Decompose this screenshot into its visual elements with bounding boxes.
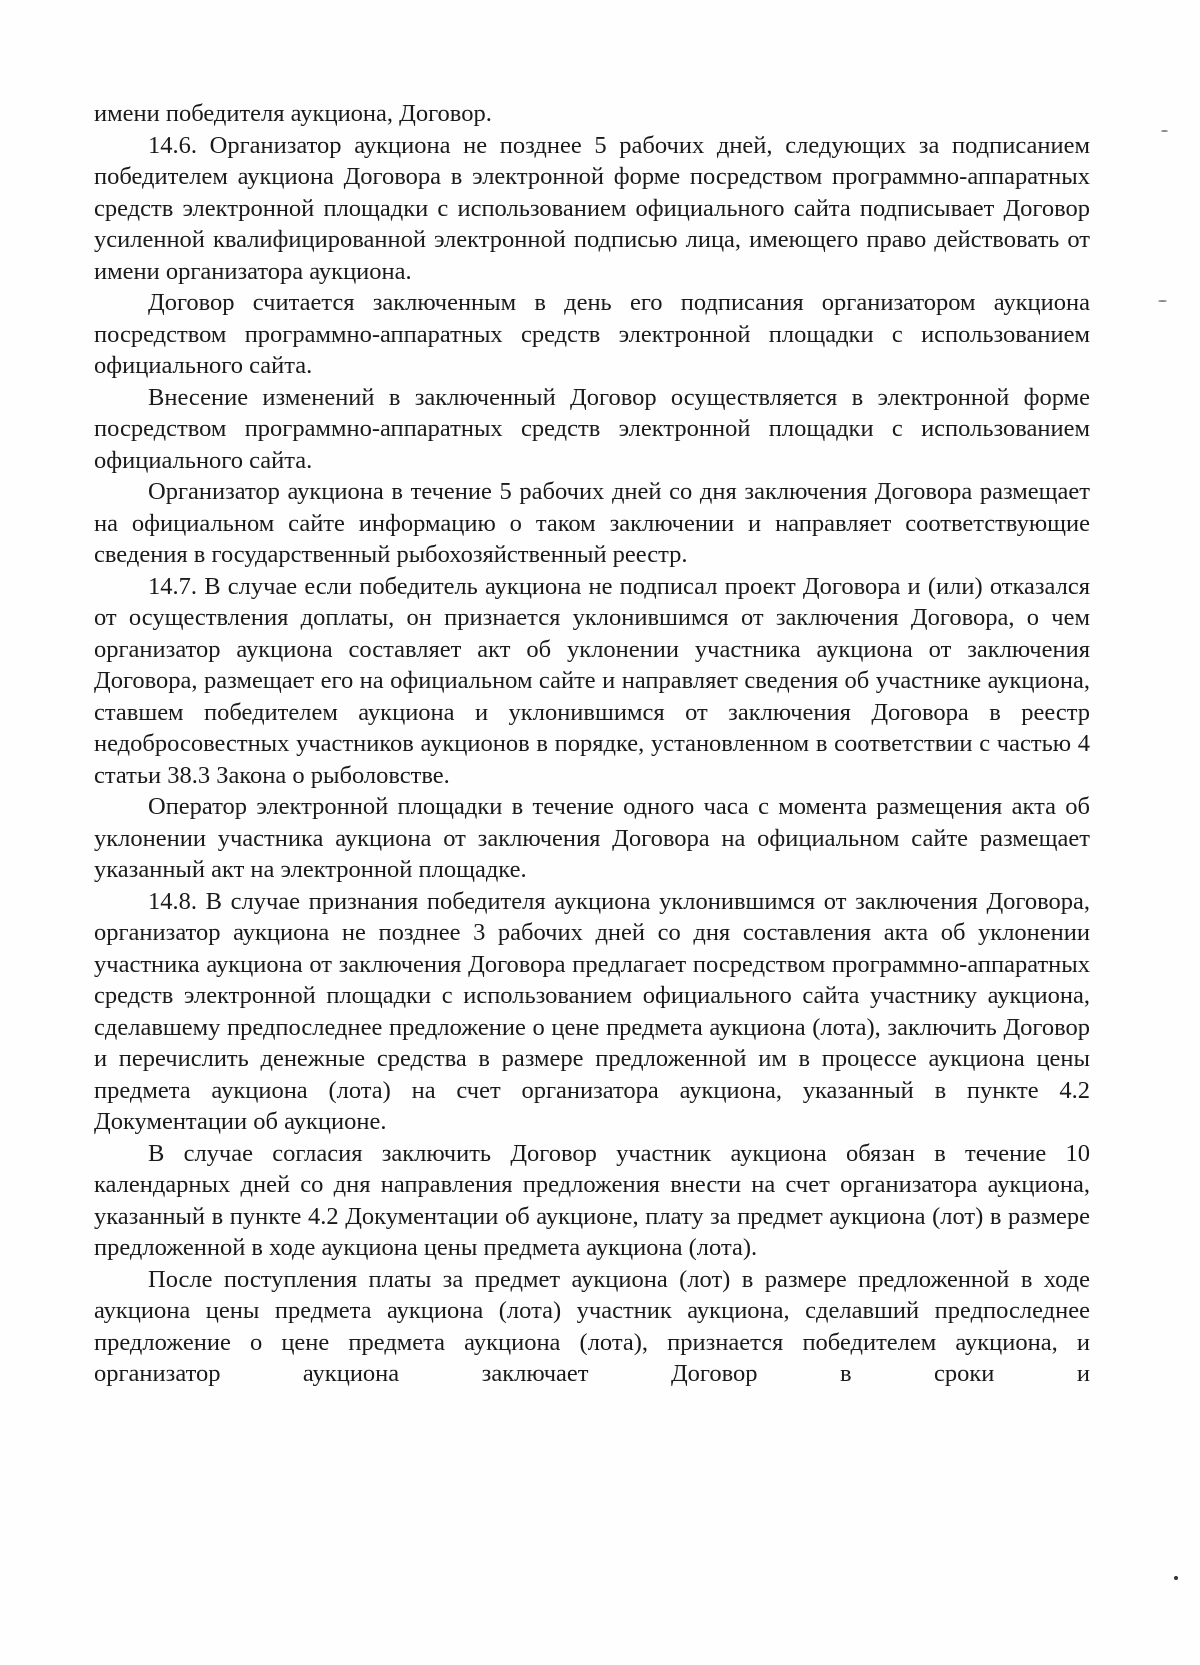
paragraph-contract-amendments: Внесение изменений в заключенный Договор осуществляется в электронной форме посредством программно-аппаратных средств электронной площадки с использованием официального сайта. — [94, 383, 1090, 474]
scan-speck — [1161, 130, 1168, 132]
paragraph-consent-payment: В случае согласия заключить Договор участник аукциона обязан в течение 10 календарных дней со дня направления предложения внести на счет организатора аукциона, указанный в пункте 4.2 Документации об аукционе, плату за предмет аукциона (лот) в размере предложенной в ходе аукциона цены предмета аукциона (лота). — [94, 1139, 1090, 1261]
paragraph-contract-concluded: Договор считается заключенным в день его подписания организатором аукциона посредством программно-аппаратных средств электронной площадки с использованием официального сайта. — [94, 289, 1090, 379]
scan-speck — [1174, 1576, 1178, 1580]
scan-speck — [1158, 300, 1167, 302]
paragraph-operator-act: Оператор электронной площадки в течение одного часа с момента размещения акта об уклонении участника аукциона от заключения Договора на официальном сайте размещает указанный акт на электронной площадке. — [94, 793, 1090, 883]
document-body — [94, 98, 1090, 1390]
paragraph-14-6: 14.6. Организатор аукциона не позднее 5 рабочих дней, следующих за подписанием победителем аукциона Договора в электронной форме посредством программно-аппаратных средств электронной площадки с использованием официального сайта подписывает Договор усиленной квалифицированной электронной подписью лица, имеющего право действовать от имени организатора аукциона. — [94, 131, 1090, 285]
paragraph-after-payment: После поступления платы за предмет аукциона (лот) в размере предложенной в ходе аукциона цены предмета аукциона (лота) участник аукциона, сделавший предпоследнее предложение о цене предмета аукциона (лота), признается победителем аукциона, и организатор аукциона заключает Договор в сроки и — [94, 1265, 1090, 1387]
paragraph-registry-info: Организатор аукциона в течение 5 рабочих дней со дня заключения Договора размещает на официальном сайте информацию о таком заключении и направляет соответствующие сведения в государственный рыбохозяйственный реестр. — [94, 478, 1090, 568]
paragraph-continuation: имени победителя аукциона, Договор. — [94, 100, 492, 127]
paragraph-14-7: 14.7. В случае если победитель аукциона не подписал проект Договора и (или) отказался от осуществления доплаты, он признается уклонившимся от заключения Договора, о чем организатор аукциона составляет акт об уклонении участника аукциона от заключения Договора, размещает его на официальном сайте и направляет сведения об участнике аукциона, ставшем победителем аукциона и уклонившимся от заключения Договора в реестр недобросовестных участников аукционов в порядке, установленном в соответствии с частью 4 статьи 38.3 Закона о рыболовстве. — [94, 572, 1090, 789]
paragraph-14-8: 14.8. В случае признания победителя аукциона уклонившимся от заключения Договора, организатор аукциона не позднее 3 рабочих дней со дня составления акта об уклонении участника аукциона от заключения Договора предлагает посредством программно-аппаратных средств электронной площадки с использованием официального сайта участнику аукциона, сделавшему предпоследнее предложение о цене предмета аукциона (лота), заключить Договор и перечислить денежные средства в размере предложенной им в процессе аукциона цены предмета аукциона (лота) на счет организатора аукциона, указанный в пункте 4.2 Документации об аукционе. — [94, 887, 1090, 1135]
